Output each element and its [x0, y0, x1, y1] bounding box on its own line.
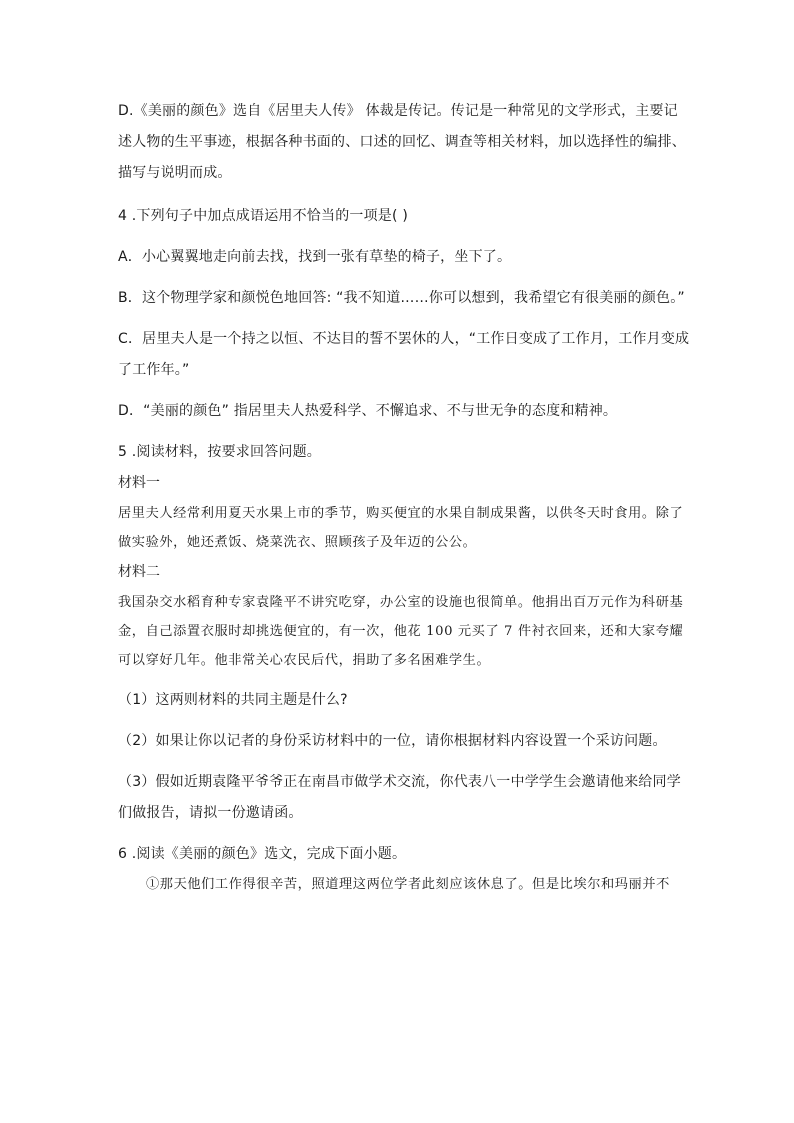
option-d-previous: D.《美丽的颜色》选自《居里夫人传》 体裁是传记。传记是一种常见的文学形式，主要记述人物的生平事迹，根据各种书面的、口述的回忆、调查等相关材料，加以选择性的编排、描写与说明而成。	[118, 103, 686, 181]
material-2-label: 材料二	[118, 564, 160, 580]
question-4-option-b: B．这个物理学家和颜悦色地回答: “我不知道……你可以想到，我希望它有很美丽的颜色。”	[118, 290, 685, 306]
document-body	[118, 96, 690, 899]
question-4-option-a: A．小心翼翼地走向前去找，找到一张有草垫的椅子，坐下了。	[118, 249, 512, 265]
material-1-text: 居里夫人经常利用夏天水果上市的季节，购买便宜的水果自制成果酱，以供冬天时食用。除了做实验外，她还煮饭、烧菜洗衣、照顾孩子及年迈的公公。	[118, 506, 684, 550]
question-5-stem: 5 .阅读材料，按要求回答问题。	[118, 444, 322, 460]
material-2-text: 我国杂交水稻育种专家袁隆平不讲究吃穿，办公室的设施也很简单。他捐出百万元作为科研基金，自己添置衣服时却挑选便宜的，有一次，他花 100 元买了 7 件衬衣回来，还和大家夸耀可以穿好几年。他非常关心农民后代，捐助了多名困难学生。	[118, 595, 684, 668]
question-6-paragraph-1: ①那天他们工作得很辛苦，照道理这两位学者此刻应该休息了。但是比埃尔和玛丽并不	[146, 877, 670, 892]
question-4-stem: 4 .下列句子中加点成语运用不恰当的一项是( )	[118, 208, 408, 224]
question-5-sub-3: （3）假如近期袁隆平爷爷正在南昌市做学术交流，你代表八一中学学生会邀请他来给同学们做报告，请拟一份邀请函。	[118, 774, 681, 821]
question-6-stem: 6 .阅读《美丽的颜色》选文，完成下面小题。	[118, 846, 407, 862]
question-4-option-d: D．“美丽的颜色” 指居里夫人热爱科学、不懈追求、不与世无争的态度和精神。	[118, 403, 618, 419]
material-1-label: 材料一	[118, 475, 160, 491]
question-4-option-c: C．居里夫人是一个持之以恒、不达目的誓不罢休的人，“工作日变成了工作月，工作月变成了工作年。”	[118, 331, 690, 378]
question-5-sub-2: （2）如果让你以记者的身份采访材料中的一位，请你根据材料内容设置一个采访问题。	[118, 733, 667, 749]
question-5-sub-1: （1）这两则材料的共同主题是什么?	[118, 692, 348, 708]
